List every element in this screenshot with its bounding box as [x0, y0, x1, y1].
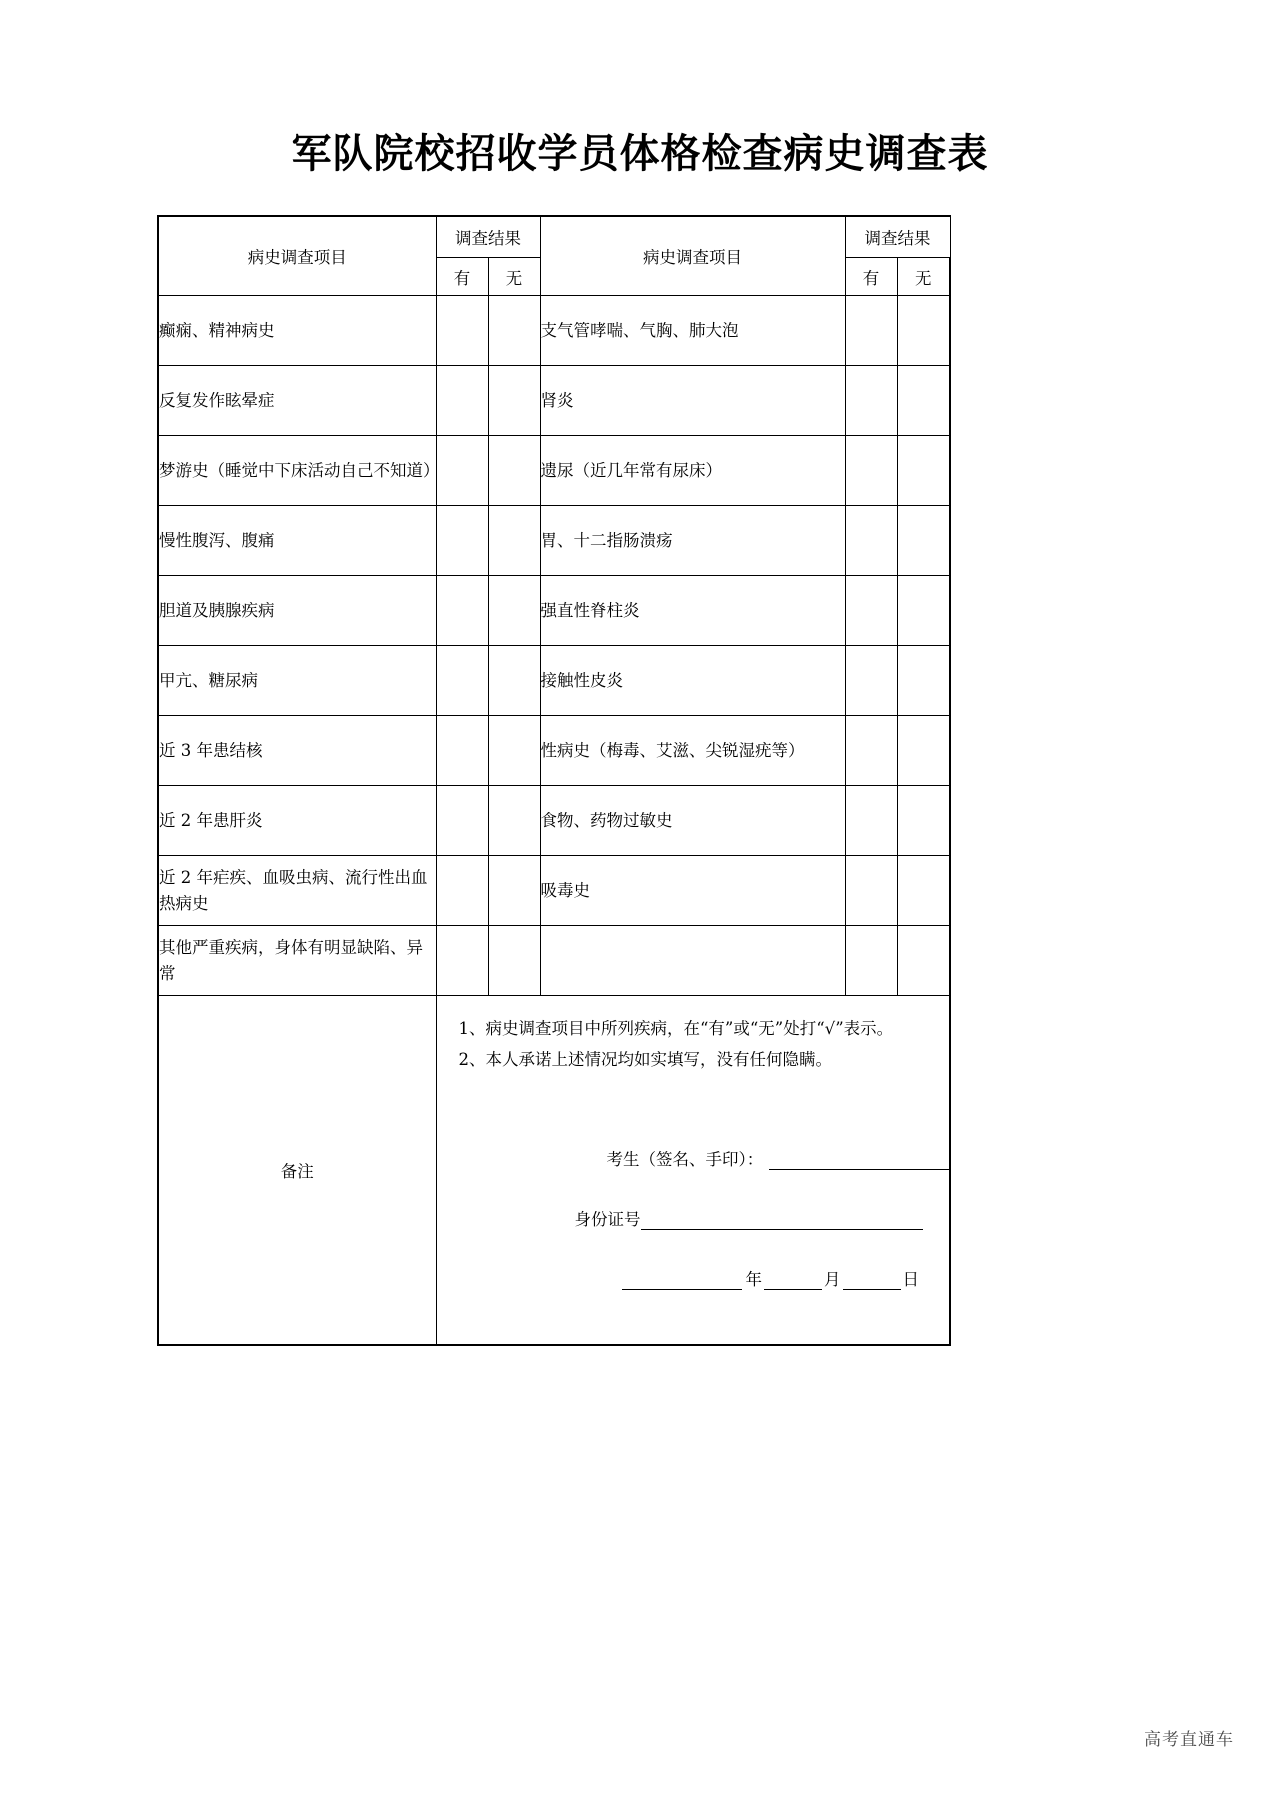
- checkbox-no-right[interactable]: [897, 646, 950, 716]
- checkbox-no-right[interactable]: [897, 436, 950, 506]
- header-yes-left: 有: [436, 258, 488, 296]
- checkbox-no-left[interactable]: [488, 856, 540, 926]
- checkbox-no-right[interactable]: [897, 296, 950, 366]
- checkbox-yes-left[interactable]: [436, 366, 488, 436]
- checkbox-yes-left[interactable]: [436, 646, 488, 716]
- checkbox-yes-right[interactable]: [845, 646, 897, 716]
- checkbox-no-right[interactable]: [897, 576, 950, 646]
- checkbox-no-right[interactable]: [897, 716, 950, 786]
- checkbox-yes-left[interactable]: [436, 576, 488, 646]
- checkbox-no-left[interactable]: [488, 786, 540, 856]
- item-label-left: 慢性腹泻、腹痛: [158, 506, 436, 576]
- checkbox-yes-left[interactable]: [436, 926, 488, 996]
- date-row: [437, 1266, 950, 1290]
- checkbox-yes-left[interactable]: [436, 436, 488, 506]
- item-label-right: 吸毒史: [540, 856, 845, 926]
- checkbox-no-left[interactable]: [488, 716, 540, 786]
- checkbox-no-left[interactable]: [488, 926, 540, 996]
- table-row: [158, 506, 950, 576]
- header-result-left: 调查结果: [436, 216, 540, 258]
- item-label-left: 梦游史（睡觉中下床活动自己不知道）: [158, 436, 436, 506]
- checkbox-no-right[interactable]: [897, 366, 950, 436]
- checkbox-yes-left[interactable]: [436, 856, 488, 926]
- header-yes-right: 有: [845, 258, 897, 296]
- remarks-note-2: 2、本人承诺上述情况均如实填写，没有任何隐瞒。: [458, 1049, 832, 1069]
- remarks-notes: [437, 996, 950, 1075]
- item-label-right: 食物、药物过敏史: [540, 786, 845, 856]
- item-label-right: 支气管哮喘、气胸、肺大泡: [540, 296, 845, 366]
- table-row: [158, 786, 950, 856]
- item-label-right: 肾炎: [540, 366, 845, 436]
- item-label-left: 甲亢、糖尿病: [158, 646, 436, 716]
- item-label-right: 强直性脊柱炎: [540, 576, 845, 646]
- checkbox-yes-right[interactable]: [845, 366, 897, 436]
- table-row: [158, 926, 950, 996]
- checkbox-yes-right[interactable]: [845, 856, 897, 926]
- checkbox-no-left[interactable]: [488, 506, 540, 576]
- date-month-unit: 月: [824, 1270, 841, 1289]
- checkbox-no-left[interactable]: [488, 646, 540, 716]
- medical-history-table: [157, 215, 951, 1346]
- checkbox-yes-right[interactable]: [845, 506, 897, 576]
- checkbox-no-left[interactable]: [488, 366, 540, 436]
- item-label-left: 癫痫、精神病史: [158, 296, 436, 366]
- signature-label: 考生（签名、手印）：: [606, 1150, 764, 1169]
- signature-block: [437, 1146, 950, 1326]
- checkbox-yes-right[interactable]: [845, 576, 897, 646]
- table-row: [158, 856, 950, 926]
- date-month-input[interactable]: [764, 1288, 822, 1290]
- header-result-right: 调查结果: [845, 216, 950, 258]
- checkbox-no-right[interactable]: [897, 926, 950, 996]
- date-day-input[interactable]: [843, 1288, 901, 1290]
- checkbox-yes-left[interactable]: [436, 506, 488, 576]
- checkbox-yes-right[interactable]: [845, 926, 897, 996]
- table-header-row-top: [158, 216, 950, 258]
- remarks-note-1: 1、病史调查项目中所列疾病，在“有”或“无”处打“√”表示。: [458, 1019, 894, 1038]
- table-row: [158, 646, 950, 716]
- checkbox-no-right[interactable]: [897, 506, 950, 576]
- checkbox-yes-right[interactable]: [845, 786, 897, 856]
- checkbox-yes-right[interactable]: [845, 296, 897, 366]
- table-row: [158, 716, 950, 786]
- item-label-right: 胃、十二指肠溃疡: [540, 506, 845, 576]
- table-row: [158, 436, 950, 506]
- table-row: [158, 296, 950, 366]
- page-title: 军队院校招收学员体格检查病史调查表: [291, 130, 989, 177]
- item-label-left: 近 2 年患肝炎: [158, 786, 436, 856]
- table-row: [158, 366, 950, 436]
- id-number-input[interactable]: [641, 1228, 923, 1230]
- remarks-row: [158, 996, 950, 1346]
- watermark-label: 高考直通车: [1144, 1730, 1234, 1750]
- checkbox-yes-right[interactable]: [845, 436, 897, 506]
- checkbox-yes-left[interactable]: [436, 786, 488, 856]
- checkbox-no-right[interactable]: [897, 856, 950, 926]
- checkbox-no-left[interactable]: [488, 296, 540, 366]
- header-item-right: 病史调查项目: [540, 216, 845, 296]
- item-label-right: 遗尿（近几年常有尿床）: [540, 436, 845, 506]
- id-number-row: [437, 1206, 950, 1230]
- remarks-body: [436, 996, 950, 1346]
- checkbox-no-right[interactable]: [897, 786, 950, 856]
- item-label-right: 接触性皮炎: [540, 646, 845, 716]
- checkbox-yes-left[interactable]: [436, 296, 488, 366]
- checkbox-yes-left[interactable]: [436, 716, 488, 786]
- signature-input[interactable]: [769, 1168, 949, 1170]
- item-label-left: 近 3 年患结核: [158, 716, 436, 786]
- checkbox-no-left[interactable]: [488, 576, 540, 646]
- id-number-label: 身份证号: [574, 1210, 641, 1229]
- item-label-left: 反复发作眩晕症: [158, 366, 436, 436]
- item-label-left: 其他严重疾病，身体有明显缺陷、异常: [158, 926, 436, 996]
- date-year-input[interactable]: [622, 1288, 742, 1290]
- item-label-right: [540, 926, 845, 996]
- table-row: [158, 576, 950, 646]
- checkbox-no-left[interactable]: [488, 436, 540, 506]
- header-no-right: 无: [897, 258, 950, 296]
- checkbox-yes-right[interactable]: [845, 716, 897, 786]
- item-label-left: 近 2 年疟疾、血吸虫病、流行性出血热病史: [158, 856, 436, 926]
- date-day-unit: 日: [902, 1270, 919, 1289]
- date-year-unit: 年: [745, 1270, 762, 1289]
- item-label-left: 胆道及胰腺疾病: [158, 576, 436, 646]
- header-item-left: 病史调查项目: [158, 216, 436, 296]
- item-label-right: 性病史（梅毒、艾滋、尖锐湿疣等）: [540, 716, 845, 786]
- signature-row: [437, 1146, 950, 1170]
- header-no-left: 无: [488, 258, 540, 296]
- remarks-label: 备注: [158, 996, 436, 1346]
